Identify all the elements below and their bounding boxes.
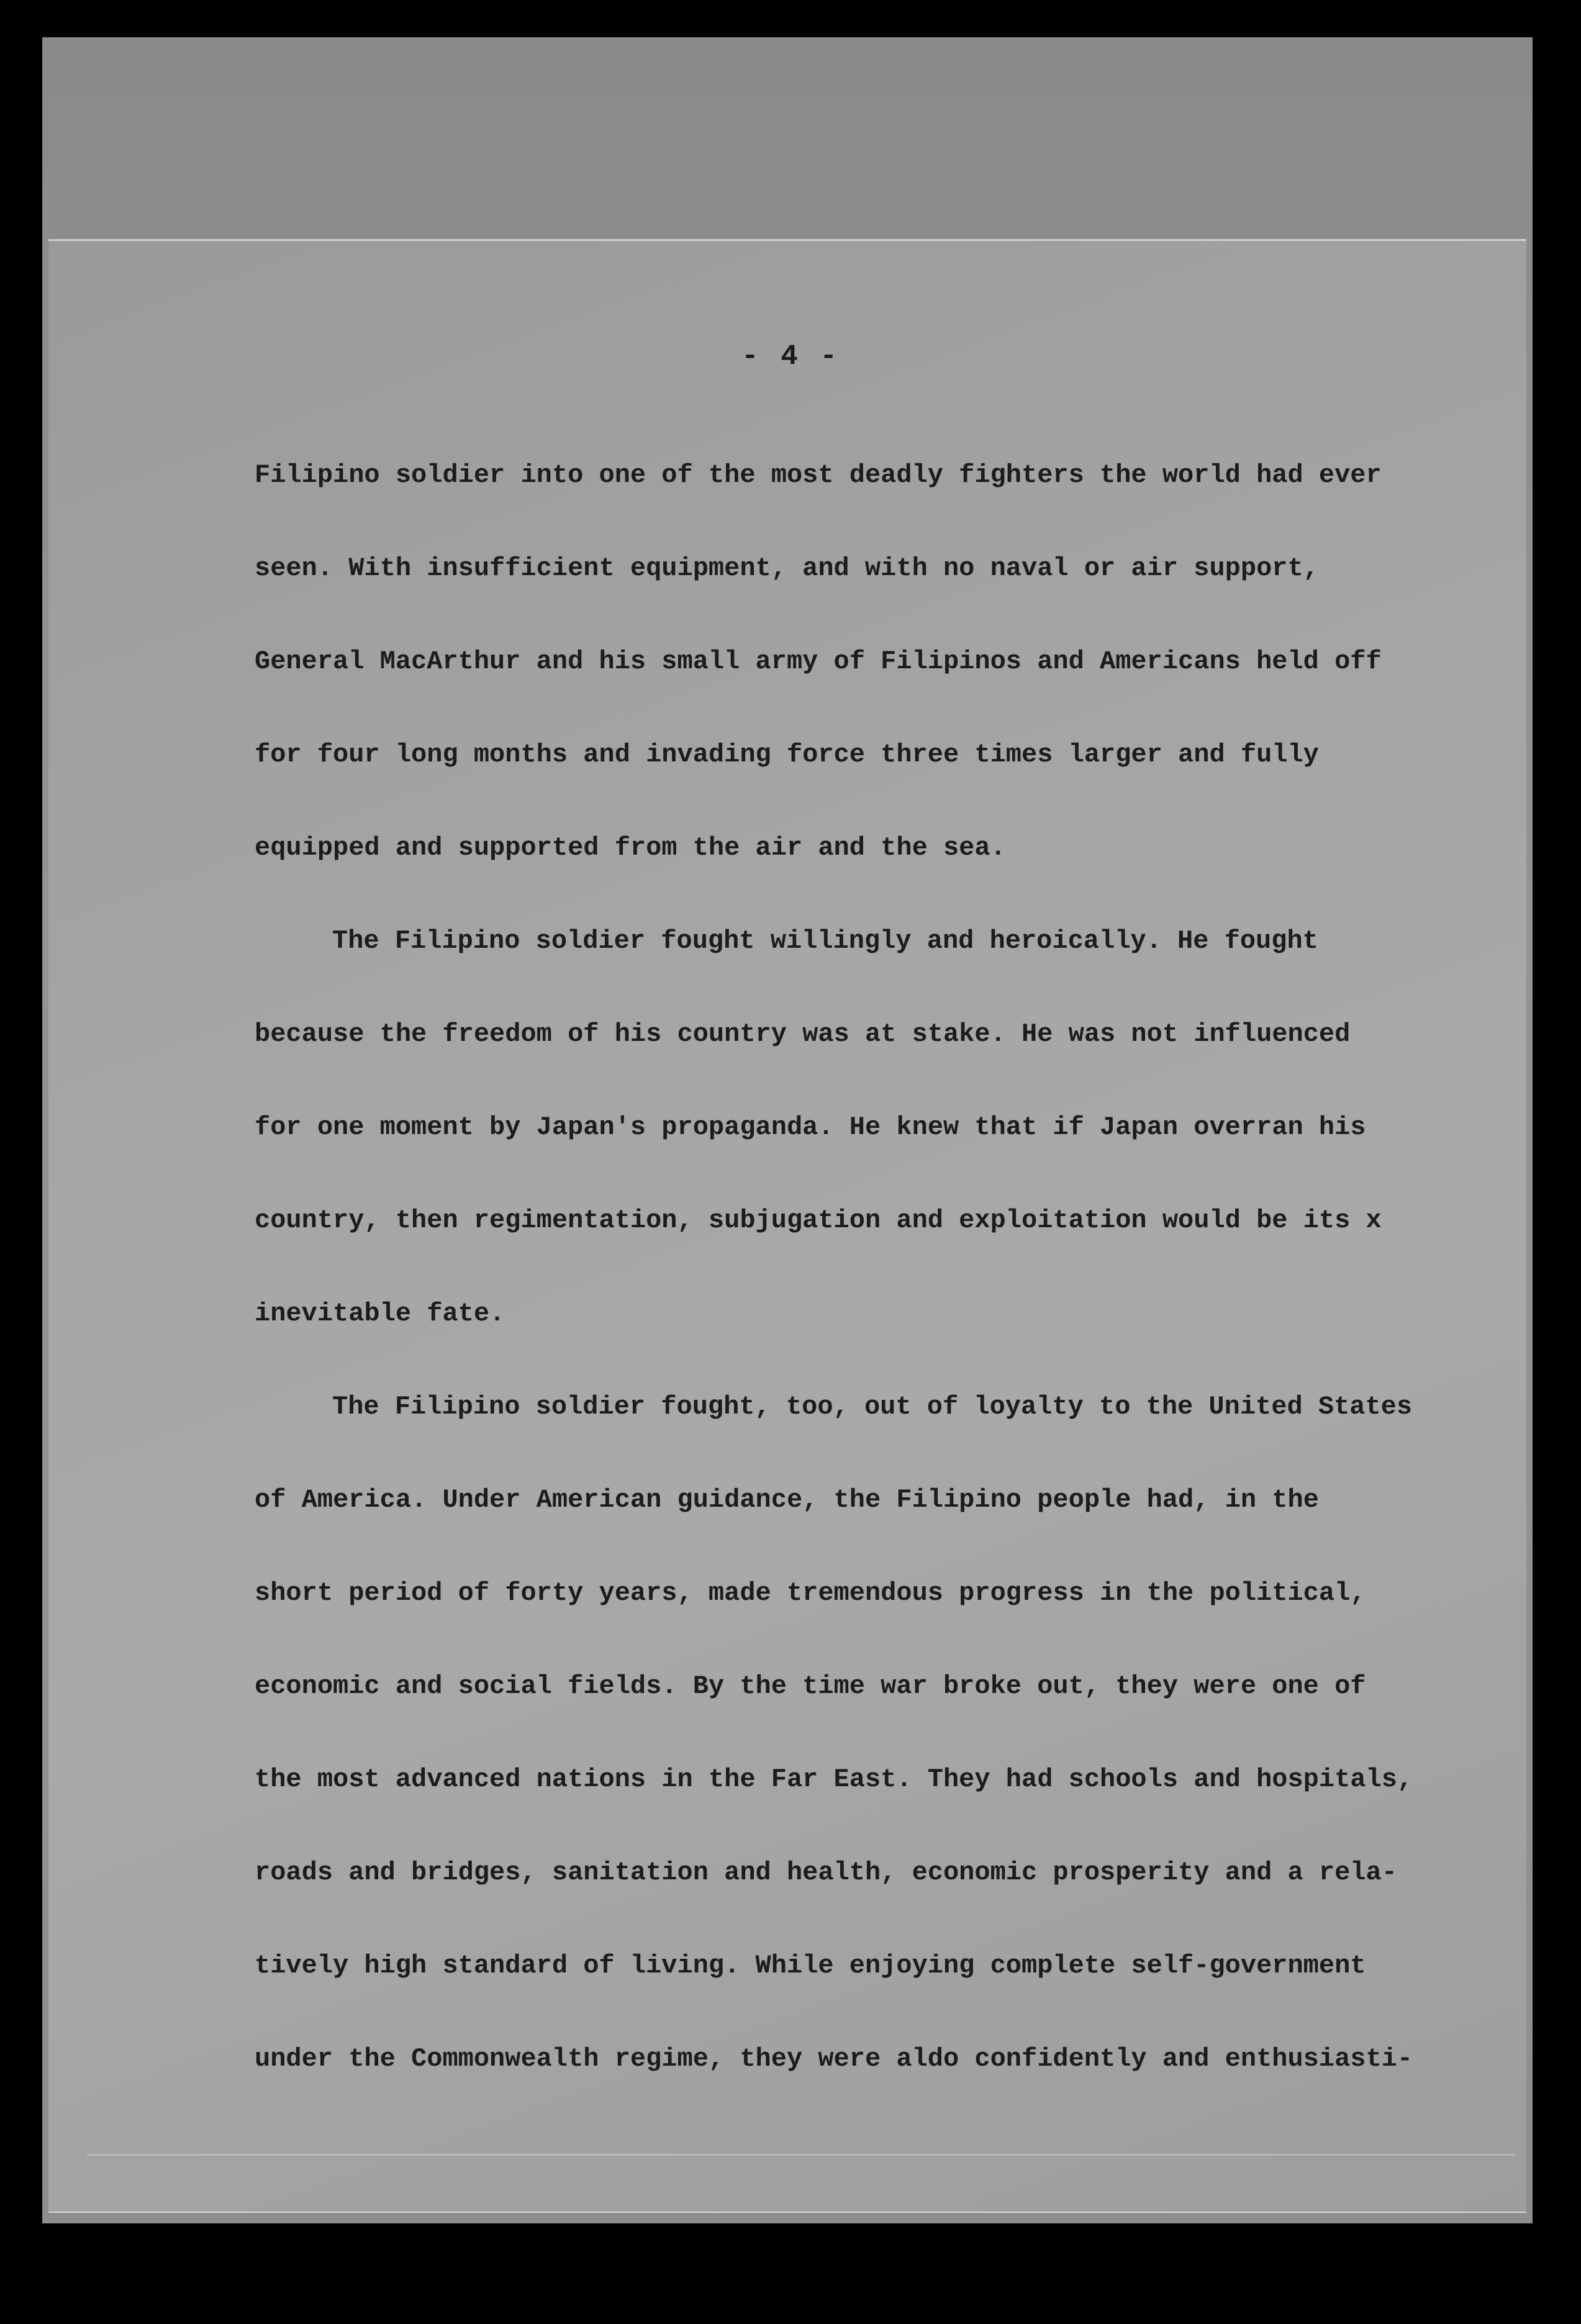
text-line: inevitable fate. [255, 1299, 505, 1328]
paragraph-start-line: The Filipino soldier fought willingly and heroically. He fought [332, 926, 1318, 956]
text-line: Filipino soldier into one of the most deadly fighters the world had ever [255, 460, 1382, 490]
paragraph-start-line: The Filipino soldier fought, too, out of loyalty to the United States [332, 1392, 1413, 1422]
text-line: for one moment by Japan's propaganda. He knew that if Japan overran his [255, 1112, 1366, 1142]
page-edge-line [87, 2154, 1515, 2156]
text-line: country, then regimentation, subjugation and exploitation would be its x [255, 1205, 1382, 1235]
text-line: General MacArthur and his small army of Filipinos and Americans held off [255, 647, 1382, 676]
text-line: short period of forty years, made tremendous progress in the political, [255, 1578, 1366, 1608]
text-line: equipped and supported from the air and the sea. [255, 833, 1006, 863]
text-line: tively high standard of living. While enjoying complete self-government [255, 1951, 1366, 1981]
text-line: the most advanced nations in the Far East. They had schools and hospitals, [255, 1764, 1413, 1794]
text-line: seen. With insufficient equipment, and with no naval or air support, [255, 553, 1319, 583]
document-body [255, 429, 1434, 2105]
page-number: - 4 - [741, 340, 840, 373]
text-line: because the freedom of his country was at stake. He was not influenced [255, 1019, 1351, 1049]
text-line: under the Commonwealth regime, they were aldo confidently and enthusiasti- [255, 2044, 1413, 2074]
text-line: roads and bridges, sanitation and health, economic prosperity and a rela- [255, 1858, 1397, 1887]
text-line: economic and social fields. By the time war broke out, they were one of [255, 1671, 1366, 1701]
text-line: of America. Under American guidance, the Filipino people had, in the [255, 1485, 1319, 1515]
text-line: for four long months and invading force three times larger and fully [255, 740, 1319, 769]
